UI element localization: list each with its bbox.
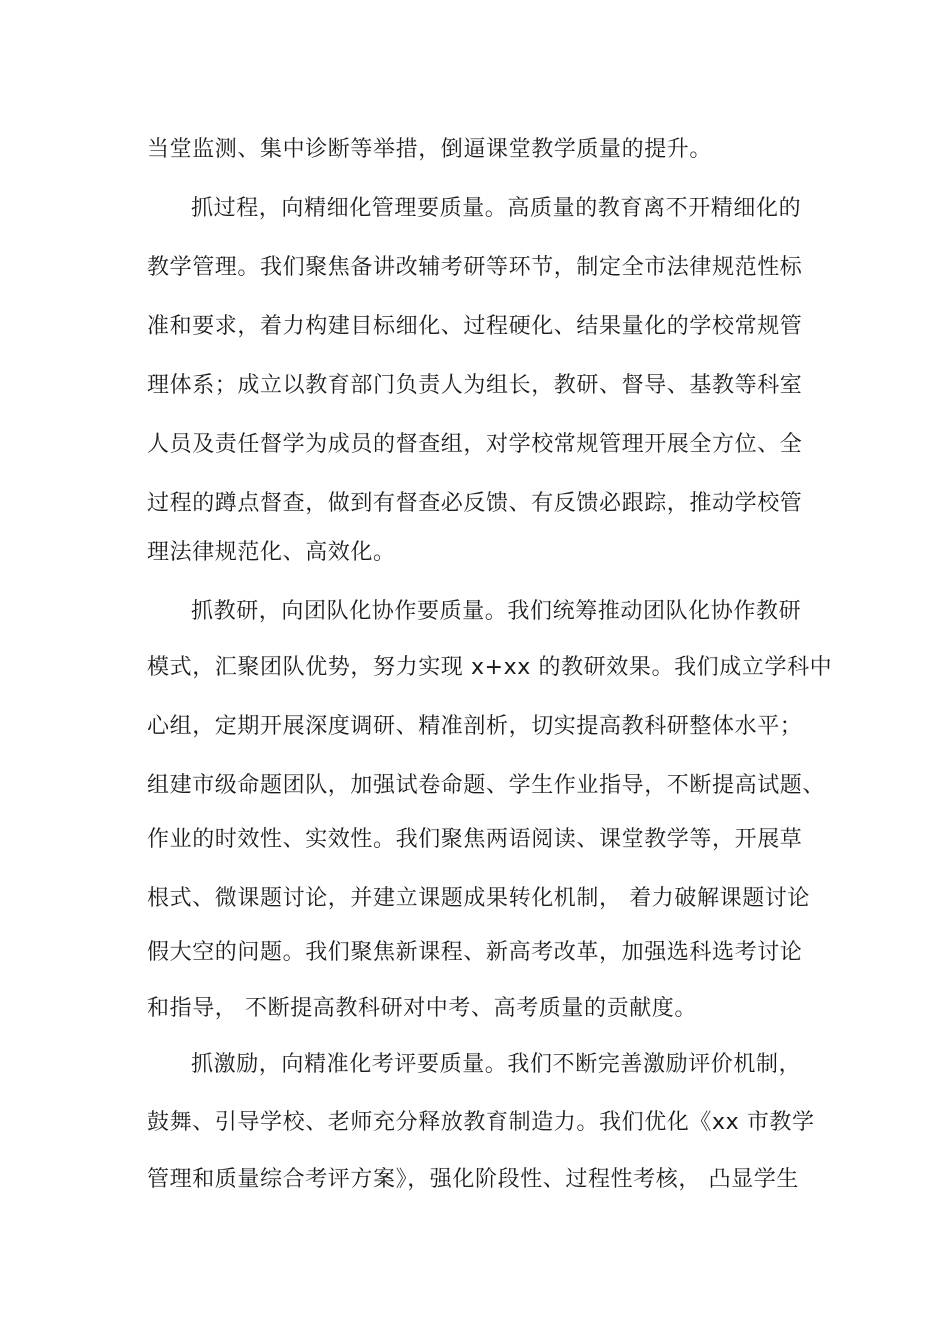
text-line: 理体系；成立以教育部门负责人为组长，教研、督导、基教等科室	[147, 373, 803, 398]
text-line: 心组，定期开展深度调研、精准剖析，切实提高教科研整体水平；	[147, 714, 803, 739]
text-line: 过程的蹲点督查，做到有督查必反馈、有反馈必跟踪，推动学校管	[147, 491, 803, 516]
text-line: 准和要求，着力构建目标细化、过程硬化、结果量化的学校常规管	[147, 314, 803, 339]
paragraph-start-line: 抓过程，向精细化管理要质量。高质量的教育离不开精细化的	[191, 196, 802, 221]
text-line: 假大空的问题。我们聚焦新课程、新高考改革，加强选科选考讨论	[147, 940, 803, 965]
text-line: 和指导， 不断提高教科研对中考、高考质量的贡献度。	[147, 996, 697, 1021]
text-line: 鼓舞、引导学校、老师充分释放教育制造力。我们优化《xx 市教学	[147, 1110, 815, 1135]
paragraph-start-line: 抓教研，向团队化协作要质量。我们统筹推动团队化协作教研	[191, 599, 802, 624]
text-line: 当堂监测、集中诊断等举措，倒逼课堂教学质量的提升。	[147, 137, 713, 162]
text-line: 理法律规范化、高效化。	[147, 540, 396, 565]
text-line: 管理和质量综合考评方案》，强化阶段性、过程性考核， 凸显学生	[147, 1167, 799, 1192]
text-line: 作业的时效性、实效性。我们聚焦两语阅读、课堂教学等，开展草	[147, 827, 803, 852]
text-line: 人员及责任督学为成员的督查组，对学校常规管理开展全方位、全	[147, 432, 803, 457]
text-line: 模式，汇聚团队优势，努力实现 x+xx 的教研效果。我们成立学科中	[147, 655, 833, 680]
text-line: 教学管理。我们聚焦备讲改辅考研等环节，制定全市法律规范性标	[147, 255, 803, 280]
text-line: 组建市级命题团队，加强试卷命题、学生作业指导，不断提高试题、	[147, 773, 826, 798]
paragraph-start-line: 抓激励，向精准化考评要质量。我们不断完善激励评价机制，	[191, 1052, 802, 1077]
text-line: 根式、微课题讨论，并建立课题成果转化机制， 着力破解课题讨论	[147, 886, 810, 911]
